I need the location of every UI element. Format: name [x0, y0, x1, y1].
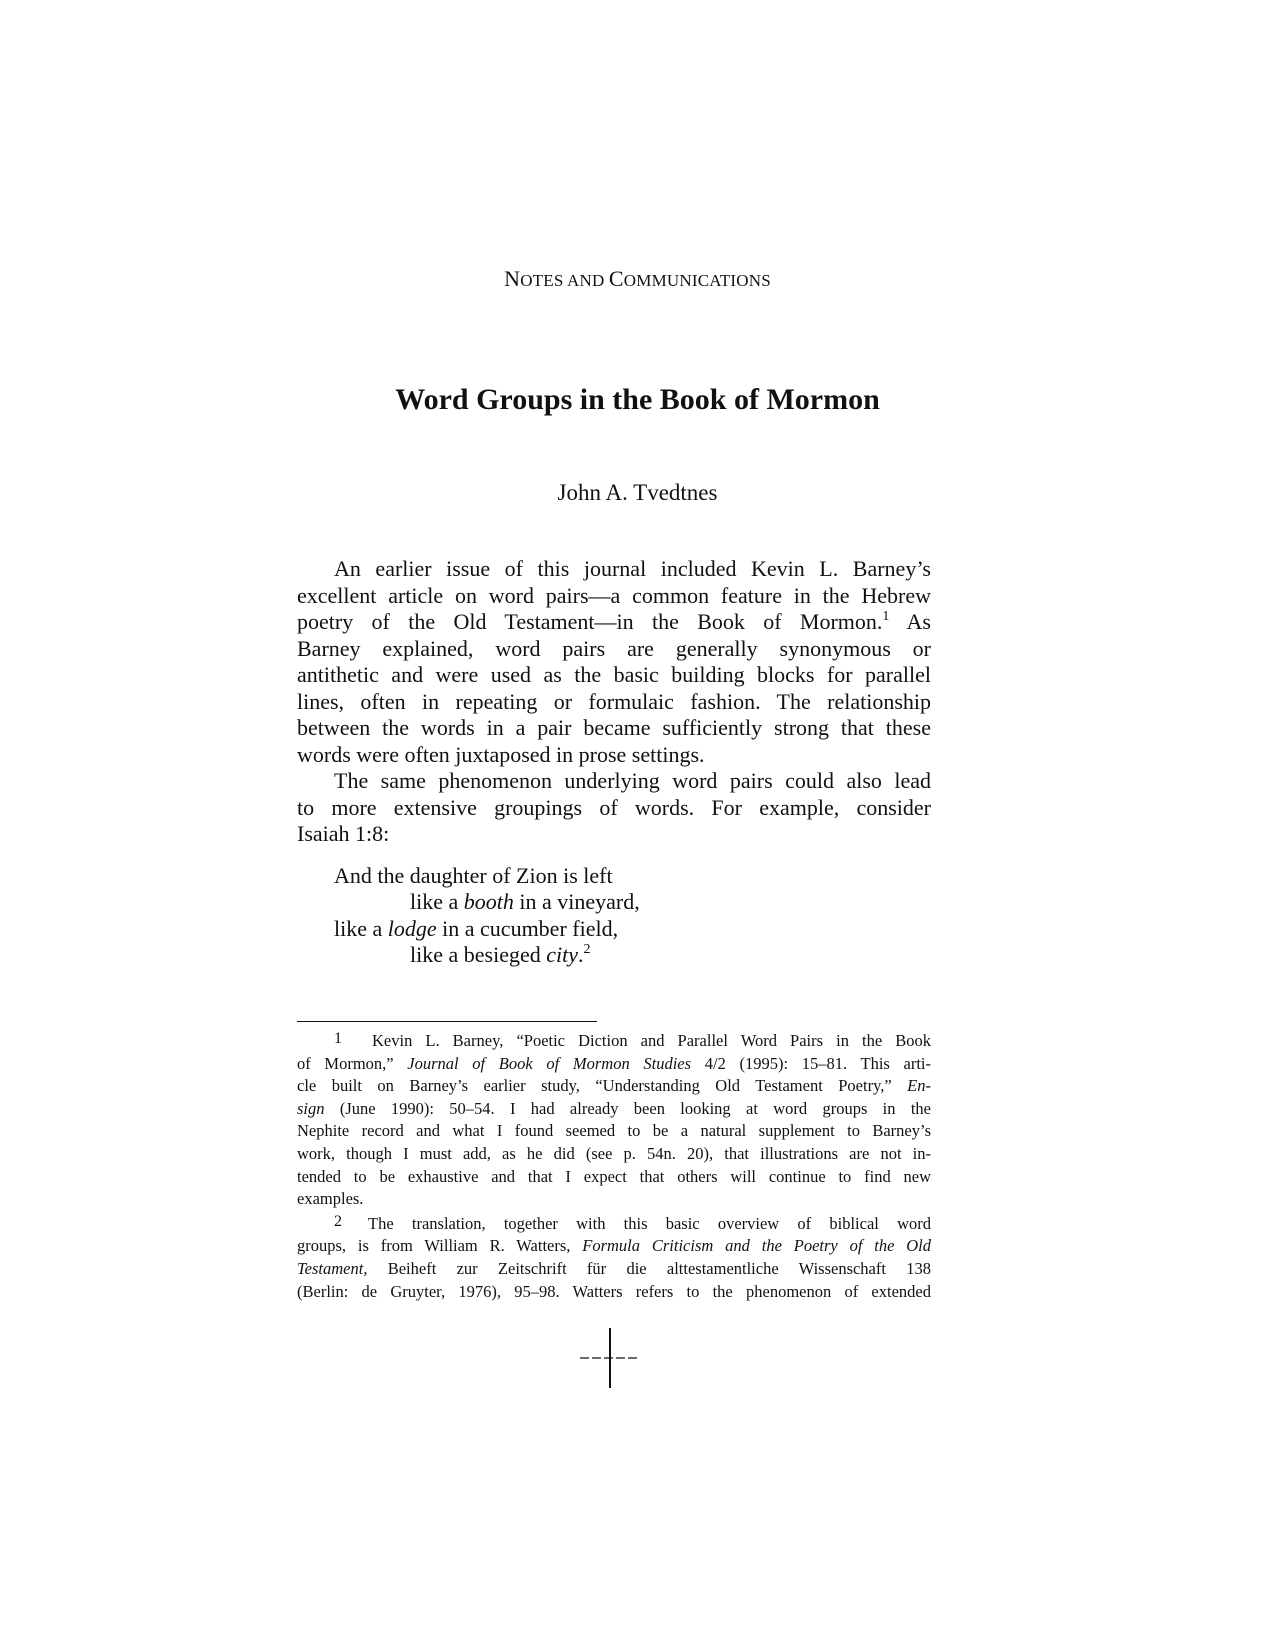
footnote-line	[297, 1028, 931, 1053]
paragraph-2	[297, 768, 931, 848]
article-title: Word Groups in the Book of Mormon	[395, 383, 880, 416]
footnote-text: cle built on Barney’s earlier study, “Understanding Old Testament Poetry,”	[297, 1076, 908, 1096]
running-head-cap: C	[608, 266, 624, 291]
verse-emphasis: city	[546, 942, 578, 967]
footnote-emphasis: Journal of Book of Mormon Studies	[407, 1053, 692, 1073]
footnote-text: of Mormon,”	[297, 1053, 408, 1073]
paragraph-1	[297, 556, 931, 768]
footnote-line	[297, 1053, 931, 1076]
paragraph-line: The same phenomenon underlying word pairs could also lead	[334, 768, 931, 793]
paragraph-line: antithetic and were used as the basic building blocks for parallel	[297, 662, 931, 687]
footnote-text: groups, is from William R. Watters,	[297, 1236, 583, 1256]
footnote-number: 2	[334, 1212, 342, 1230]
verse-line	[297, 889, 931, 916]
paragraph-line: Barney explained, word pairs are generally synonymous or	[297, 635, 931, 661]
verse-text: like a	[334, 915, 388, 941]
footnote-emphasis: En-	[907, 1076, 931, 1096]
footnote-divider	[297, 1021, 597, 1022]
paragraph-line: lines, often in repeating or formulaic fashion. The relationship	[297, 688, 931, 714]
footnote-line: work, though I must add, as he did (see p. 54n. 20), that illustrations are not in-	[297, 1143, 931, 1163]
footnote-emphasis: Testament,	[297, 1258, 368, 1278]
footnote-line	[297, 1235, 931, 1258]
footnote-line: examples.	[297, 1189, 364, 1209]
footnotes	[297, 1028, 931, 1303]
body-text	[297, 556, 931, 969]
verse-emphasis: booth	[463, 889, 514, 914]
footnote-1	[297, 1028, 931, 1211]
verse-text: like a besieged	[410, 942, 547, 967]
footnote-text: 4/2 (1995): 15–81. This arti-	[691, 1053, 931, 1073]
footnote-emphasis: Formula Criticism and the Poetry of the Old	[582, 1236, 932, 1256]
crop-mark-icon	[580, 1328, 640, 1388]
verse-text: like a	[410, 889, 464, 914]
footnote-line: (Berlin: de Gruyter, 1976), 95–98. Watters refers to the phenomenon of extended	[297, 1281, 931, 1301]
verse-line: And the daughter of Zion is left	[334, 862, 613, 888]
verse-line	[297, 916, 931, 943]
paragraph-line: An earlier issue of this journal included Kevin L. Barney’s	[334, 556, 931, 581]
paragraph-line: excellent article on word pairs—a common feature in the Hebrew	[297, 582, 931, 608]
footnote-text: The translation, together with this basic overview of biblical word	[368, 1213, 931, 1233]
running-head-text: OMMUNICATIONS	[623, 271, 771, 290]
running-head-text: OTES AND	[520, 271, 609, 290]
article-author: John A. Tvedtnes	[557, 480, 718, 505]
footnote-2	[297, 1211, 931, 1303]
footnote-emphasis: sign	[297, 1098, 325, 1118]
footnote-text: Kevin L. Barney, “Poetic Diction and Parallel Word Pairs in the Book	[372, 1031, 931, 1050]
footnote-line: tended to be exhaustive and that I expect that others will continue to find new	[297, 1166, 931, 1186]
verse-text: in a vineyard,	[513, 889, 640, 914]
footnote-number: 1	[334, 1030, 342, 1047]
footnote-line	[297, 1098, 931, 1121]
paragraph-line: to more extensive groupings of words. For example, consider	[297, 794, 931, 820]
paragraph-line: words were often juxtaposed in prose settings.	[297, 741, 705, 767]
footnote-line: Nephite record and what I found seemed to be a natural supplement to Barney’s	[297, 1121, 931, 1141]
footnote-line	[297, 1211, 931, 1236]
footnote-text: Beiheft zur Zeitschrift für die alttestamentliche Wissenschaft 138	[367, 1258, 931, 1278]
verse-text: .	[578, 942, 584, 967]
verse-emphasis: lodge	[387, 915, 437, 941]
verse-line	[297, 942, 931, 969]
paragraph-line-text: poetry of the Old Testament—in the Book of Mormon.	[297, 609, 883, 634]
footnote-line	[297, 1258, 931, 1281]
verse-quote	[297, 863, 931, 969]
paragraph-line	[297, 609, 931, 636]
footnote-text: (June 1990): 50–54. I had already been looking at word groups in the	[324, 1098, 931, 1118]
footnote-ref-1[interactable]: 1	[882, 609, 890, 624]
running-head-cap: N	[504, 266, 521, 291]
verse-text: in a cucumber field,	[436, 915, 619, 941]
running-head	[0, 266, 1275, 292]
paragraph-line: between the words in a pair became sufficiently strong that these	[297, 715, 931, 740]
paragraph-line: Isaiah 1:8:	[297, 821, 390, 846]
footnote-line	[297, 1075, 931, 1098]
footnote-ref-2[interactable]: 2	[583, 942, 591, 957]
paragraph-line-text: As	[889, 609, 931, 634]
